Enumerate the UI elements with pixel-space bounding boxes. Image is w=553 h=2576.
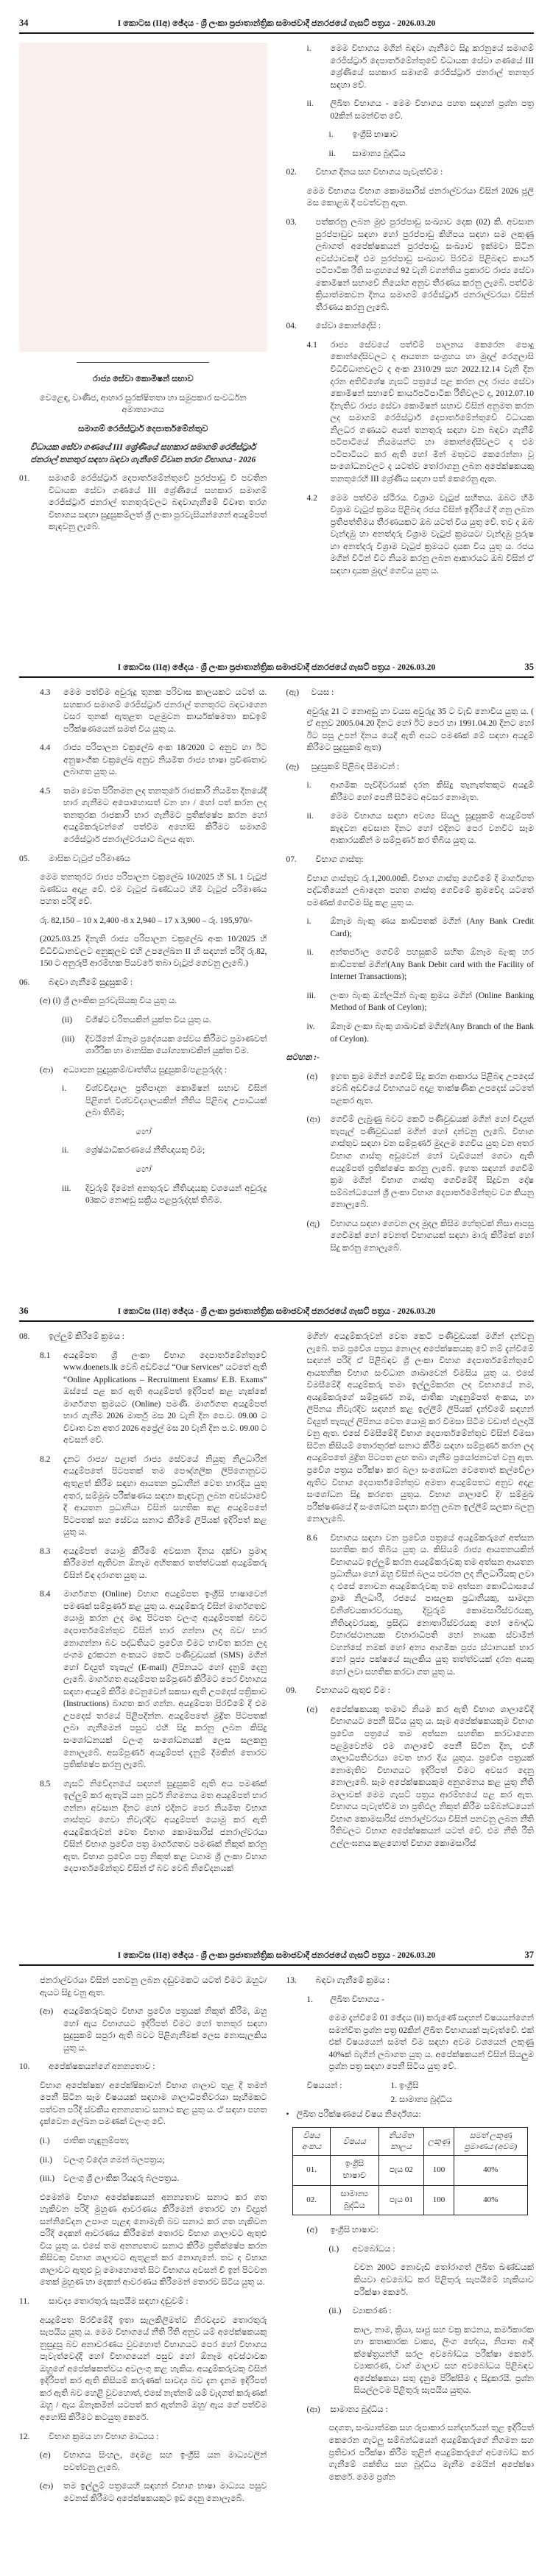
item-label: iii. — [306, 991, 316, 1000]
list-item — [286, 2243, 535, 2256]
item-text: විභාගය සිංහල, දෙමළ සහ ඉංග්‍රීසි යන මාධ්‍යවලින් පවත්වනු ලැබේ. — [63, 2451, 267, 2472]
item-text: ඕනෑම ලංකා බැංකු ශාඛාවක් මගින්(Any Branch of the Bank of Ceylon). — [330, 1022, 534, 1044]
exam-title-heading: විධායක සේවා ගණයේ III ශ්‍රේණියේ සහකාර සමාගම් රෙජිස්ට්‍රාර් ජනරාල් තනතුර සඳහා බඳවා ගැනීමේ විවෘත තරග විභාගය - 2026 — [30, 443, 256, 464]
list-item — [286, 779, 535, 804]
item-text: මෙම පත්වීම අවුරුදු තුනක පරිවාස කාලයකට යටත් ය. සහකාර සමාගම් රෙජිස්ට්‍රාර් ජනරාල් තනතුරට බඳවාගෙන වසර තුනක් ඇතුළත පළමුවන කාර්යක්ෂමතා කඩඉම් පරීක්ෂණයෙන් සමත් විය යුතු ය. — [63, 688, 267, 734]
list-item — [19, 785, 267, 846]
header-rule — [19, 32, 534, 34]
item-text: තම ඉල්ලුම් පත්‍රයෙහි සඳහන් විභාග භාෂා මාධ්‍යය පසුව වෙනස් කිරීමට අපේක්ෂකයකුට ඉඩ දෙනු නොලැබේ. — [63, 2482, 267, 2503]
gazette-page-37 — [0, 1932, 553, 2576]
bullet-item — [286, 2109, 535, 2121]
list-item — [19, 742, 267, 779]
item-label: i. — [328, 130, 334, 140]
paragraph: මගින්/ අයදුම්කරුවන් වෙත කෙටි පණිවුඩයක් මගින් දන්වනු ලැබේ. තම ප්‍රවේශ පත්‍රය නොලද අපේක්ෂකයකු වේ නම් දැන්වීමේ සඳහන් පරිදි ඒ පිළිබඳව ශ්‍රී ලංකා විභාග දෙපාර්තමේන්තුවේ ආයතනික විභාග සංවිධාන ශාඛාවෙන් විමසිය යුතු ය. එසේ විමසීමේදී අයදුම්කරු තමා ඉල්ලුම්කරන ලද විභාගයේ නම, අයදුම්කරුගේ සම්පූර්ණ නම, ජාතික හැඳුනුම්පත් අංකය, හා ලිපිනය නිවැරදිව සඳහන් කළ ඉල්ලීම් ලිපියක් දැන්වීමේ සඳහන් විද්‍යුත් තැපැල් ලිපිනය වෙත යොමු කර විමසා සිටීම වඩාත් ඵලදායි වනු ඇත. එසේ විමසීමේදී විභාග දෙපාර්තමේන්තුව විසින් විමසා සිටින කිසියම් තොරතුරක් සනාථ කිරීම සඳහා සම්පූර්ණ කරන ලද අයදුම්පතේ මුද්‍රිත පිටපත ළඟ තබා ගැනීම ප්‍රයෝජනවත් වනු ඇත. ප්‍රවේශ පත්‍රය පරීක්ෂා කර බලා සංශෝධන වෙතොත් කල්වේලා ඇතිව විභාග දෙපාර්තමේන්තුව අමතා අයදුම්පතට අනුව අදාළ සංශෝධන සිදු කරගත යුතුය. විභාග ශාලාවේ දි/ සම්මුඛ පරීක්ෂණයේ දී සංශෝධන සඳහා කරනු ලබන ඉල්ලීම් සලකා බලනු නොලැබේ. — [306, 1332, 534, 1524]
item-label: 8.1 — [40, 1351, 51, 1360]
section-heading: සමාගම් රෙජිස්ට්‍රාර් දෙපාර්තමේන්තුව — [78, 424, 208, 434]
table-cell: ඉංග්‍රීසි භාෂාව — [331, 2156, 378, 2186]
item-label: (ඈ) — [286, 762, 300, 771]
gazette-page-34 — [0, 0, 553, 644]
numbered-clause — [19, 473, 267, 534]
subject-item: 1. ඉංග්‍රීසි — [390, 2081, 419, 2090]
page-header-title: I කොටස (IIඅ) ඡේදය - ශ්‍රී ලංකා ප්‍රජාතාන්ත්‍රික සමාජවාදී ජනරජයේ ගැසට් පත්‍රය - 2026.03.20 — [117, 662, 436, 672]
item-text: සුදුසුකම් පිළිබඳ සීමාවන් : — [311, 762, 400, 771]
page-columns — [0, 43, 553, 584]
list-item — [19, 2480, 267, 2505]
list-item — [286, 1021, 535, 1045]
page-header-title: I කොටස (IIඅ) ඡේදය - ශ්‍රී ලංකා ප්‍රජාතාන්ත්‍රික සමාජවාදී ජනරජයේ ගැසට් පත්‍රය - 2026.03.20 — [117, 1950, 436, 1960]
item-label: 8.6 — [306, 1533, 317, 1543]
item-text: මෙම පත්වීම ස්ථීරය. විශ්‍රාම වැටුප් සහිතය. ඔබට හිමි විශ්‍රාම වැටුප් ක්‍රමය පිළිබඳ රජය විසින් ඉදිරියේ දී ගනු ලබන ප්‍රතිපත්තිමය තීරණයකට ඔබ යටත් විය යුතු වේ. තව ද ඔබ වැන්දඹු හා අනත්දරු විශ්‍රාම වැටුප් ක්‍රමයට/ වැන්දඹු පුරුෂ හා අනත්දරු විශ්‍රාම වැටුප් ක්‍රමයට දායක විය යුතු ය. රජය මගින් විටින් විට නියම කරනු ලබන ආකාරයට ඔබ විසින් ඒ සඳහා දායක මුදල් ගෙවිය යුතු ය. — [330, 493, 534, 576]
item-label: 4.2 — [306, 493, 317, 503]
column-left — [19, 687, 267, 1214]
item-label: i. — [306, 44, 311, 53]
list-item — [19, 2173, 267, 2185]
list-item — [19, 2135, 267, 2148]
item-text: මෙම විභාගය සඳහා අවශ්‍ය සියලු සුදුසුකම් අයදුම්පත් කැඳවන අවසාන දිනට හෝ එදිනට පෙර වනවිට සෑම ආකාරයකින් ම සම්පූර්ණ කර තිබිය යුතු ය. — [330, 812, 534, 846]
item-text: ඕනෑම බැංකු ණය කාඩ්පතක් මගින් (Any Bank Credit Card); — [330, 917, 534, 938]
item-label: (iii) — [62, 1034, 75, 1044]
paragraph: (2025.03.25 දිනැති රාජ්‍ය පරිපාලන චක්‍රලේඛ අංක 10/2025 හි විධිවිධානවලට අනුකූලව එහි උපලේඛන II හි සඳහන් පරිදි රු.82, 150 ට අනුරූපී ආරම්භක පියවරේ තබා වැටුප් ගෙවනු ලැබේ.) — [40, 935, 267, 969]
list-item — [19, 1033, 267, 1058]
table-row — [292, 2156, 527, 2186]
item-label: 03. — [286, 218, 297, 227]
list-item — [286, 2305, 535, 2318]
bullet-text: ලිඛිත පරීක්ෂණයේ විෂය නිර්දේශය: — [296, 2109, 421, 2119]
table-header-cell: විෂයය — [331, 2128, 378, 2156]
page-header — [0, 18, 553, 29]
item-label: 1. — [306, 1995, 314, 2004]
numbered-clause — [19, 853, 267, 866]
item-text: දැනට රාජ්‍ය/ පළාත් රාජ්‍ය සේවයේ නියුතු නිලධාරීන් අයදුම්පතේ පිටපතක් තම පෞද්ගලික ලිපිගොනුවට ඇතුළත් කිරීම සඳහා ආයතන ප්‍රධානීන් වෙත භාරදිය යුතු අතර, සම්මුඛ පරීක්ෂණය සඳහා කැඳවනු ලබන අවස්ථාවේ දී ආයතන ප්‍රධානියා විසින් සහතික කළ අයදුම්පතේ පිටපතක් සහ සේවය සනාථ කිරීමේ ලිපියක් ඉදිරිපත් කළ යුතු ය. — [63, 1454, 267, 1538]
item-text: ජාතික හැඳුනුම්පත; — [63, 2137, 130, 2146]
table-cell: 100 — [424, 2185, 454, 2215]
item-label: (අ) — [306, 2226, 318, 2235]
item-label: (ආ) — [40, 2007, 54, 2017]
item-label: ii. — [306, 99, 314, 109]
item-label: 12. — [19, 2432, 30, 2441]
list-item — [19, 2006, 267, 2054]
list-item — [19, 1014, 267, 1027]
item-text: සාමාන්‍ය බුද්ධිය : — [330, 2405, 388, 2414]
item-label: (ආ) — [306, 2405, 320, 2414]
item-text: රාජ්‍ය පරිපාලන චක්‍රලේඛ අංක 18/2020 ට අනුව හා ඊට අනුෂාංගික චක්‍රලේඛ අනුව නියමිත රාජ්‍ය භාෂා ප්‍රවීණතාව ලබාගත යුතු ය. — [63, 743, 267, 777]
paragraph: වචන 200ට නොවැඩි තෝරාගත් ලිඛිත ඛණ්ඩයක් කියවා අවබෝධ කර පිළිතුරු සැපයීමේ හැකියාව පරීක්ෂා කෙරේ. — [353, 2263, 534, 2297]
numbered-clause — [19, 1331, 267, 1343]
page-header-title: I කොටස (IIඅ) ඡේදය - ශ්‍රී ලංකා ප්‍රජාතාන්ත්‍රික සමාජවාදී ජනරජයේ ගැසට් පත්‍රය - 2026.03.20 — [117, 1306, 436, 1316]
item-label: (ඇ) — [306, 1219, 320, 1228]
item-label: (ඇ) — [286, 688, 300, 697]
numbered-clause — [286, 320, 535, 333]
numbered-clause — [286, 216, 535, 314]
item-text: රාජ්‍ය සේවයේ පත්වීම් පාලනය කෙරෙන පොදු කොන්දේසිවලට ද ආයතන සංග්‍රහය හා මුදල් රෙගුලාසි විධිවිධානවලට ද අංක 2310/29 සහ 2022.12.14 වැනි දින දරන අතිවිශේෂ ගැසට් පත්‍රයේ පළ කරන ලද රාජ්‍ය සේවා කොමිෂන් සභාවේ කාර්යපටිපාටික රීතිවලට ද, 2012.07.10 දිනැතිව රාජ්‍ය සේවා කොමිෂන් සභාව විසින් අනුමත කරන ලද සමාගම් රෙජිස්ට්‍රාර් දෙපාර්තමේන්තුවේ විධායක නිලධර ගණයට අයත් තනතුරු සඳහා වන බඳවා ගැනීම් පටිපාටියේ නියමයන්ට හා කොන්දේසිවලට ද එම පටිපාටියට කර ඇති හෝ මින් මතුවට කෙරෙන්නා වූ සංශෝධනවලට ද යටත්ව තෝරාගනු ලබන අපේක්ෂකයකු තනතුරෙහි III ශ්‍රේණිය සඳහා පත් කෙරෙනු ඇත. — [330, 340, 534, 484]
item-label: 09. — [286, 1686, 297, 1696]
column-right — [286, 1975, 535, 2490]
item-text: වලංගු ශ්‍රී ලාංකික රියදුරු බලපත්‍රය. — [63, 2174, 180, 2184]
paragraph: ජනරාල්වරයා විසින් පනවනු ලබන දඬුවමකට යටත් වීමට ඔහුට/ ඇයට සිදු වනු ඇත. — [40, 1976, 267, 1998]
table-cell: 01. — [292, 2156, 330, 2186]
item-label: ii. — [306, 812, 314, 821]
item-text: විභාග ගාස්තු: — [315, 855, 364, 865]
list-item — [19, 2449, 267, 2474]
item-text: දිවයිනේ ඕනෑම ප්‍රදේශයක සේවය කිරීමට ප්‍රමාණවත් ශාරීරික හා මානසික යෝග්‍යතාවකින් යුක්ත වීම. — [85, 1034, 267, 1056]
table-cell: සාමාන්‍ය බුද්ධිය — [331, 2185, 378, 2215]
list-item — [19, 1083, 267, 1119]
list-item — [286, 761, 535, 774]
list-item — [286, 1994, 535, 2006]
item-text: ලිඛිත විභාගය - — [330, 1995, 385, 2004]
table-header-cell: විෂය අංකය — [292, 2128, 330, 2156]
item-label: 4.5 — [40, 786, 51, 796]
subjects-list — [391, 2080, 453, 2109]
list-item — [286, 492, 535, 578]
list-item — [19, 1588, 267, 1771]
header-rule — [19, 1964, 534, 1966]
item-label: (ii.) — [328, 2307, 342, 2316]
item-label: 10. — [19, 2062, 30, 2072]
item-label: 04. — [286, 322, 297, 331]
list-item — [286, 148, 535, 160]
page-number: 37 — [524, 1950, 534, 1960]
list-item — [19, 1778, 267, 1875]
paragraph: මෙම තනතුරට රාජ්‍ය පරිපාලන චක්‍රලේඛ 10/2025 හි SL 1 වැටුප් ඛණ්ඩය අදාළ වේ. එම වැටුප් ඛණ්ඩයට හිමි වැටුප් පරිමාණය පහත පරිදි වේ. — [40, 873, 267, 907]
or-separator: හෝ — [135, 1164, 151, 1174]
note-heading: සටහන :- — [286, 1053, 320, 1063]
item-text: ලංකා බැංකු ඔන්ලයින් බැංකු ක්‍රමය මගින් (Online Banking Method of Bank of Ceylon); — [330, 991, 534, 1013]
item-text: ශ්‍රේෂ්ඨාධිකරණයේ නීතිඥයකු වීම; — [85, 1146, 205, 1156]
list-item — [286, 687, 535, 699]
item-text: විභාගය සඳහා වන ප්‍රවේශ පත්‍රයේ අයදුම්කරුගේ අත්සන සහතික කර තිබිය යුතු ය. කිසියම් රාජ්‍ය ආයතනයකින් විභාගයට ඉල්ලුම් කරන අයදුම්කරුවකු තම අත්සන ආයතන ප්‍රධානියා හෝ ඔහු විසින් බලය පවරන ලද නිලධාරියකු ලවා ද එසේ නොවන අයදුම්කරුවකු තම අත්සන කොට්ඨාසයේ ග්‍රාම නිලධාරී, රජයේ පාසලක ප්‍රධානියකු, සාමදාන විනිශ්චයකාරවරයකු, දිවුරුම් කොමසාරිස්වරයකු, නීතිඥවරයකු, ප්‍රසිද්ධ නොතාරිස්වරයකු හෝ බෞද්ධ විහාරස්ථානයක විහාරාධිපති හෝ නායක ස්වාමීන් වහන්සේ නමක් හෝ අන්‍ය ආගමික පූජ්‍ය ස්ථානයක් භාර හෝ පූජ්‍ය පක්ෂයේ සැලකිය යුතු තත්ත්වයක් දරන අයකු හෝ ලවා සහතික කරවා ගත යුතු ය. — [330, 1533, 534, 1677]
item-label: (අ) — [306, 1705, 318, 1714]
list-item — [286, 810, 535, 847]
page-number: 36 — [19, 1306, 29, 1316]
rule-line — [77, 362, 209, 363]
item-text: බඳවා ගැනීමේ සුදුසුකම් : — [49, 977, 133, 987]
gazette-page-36 — [0, 1288, 553, 1932]
item-text: මෙම විභාගය මගින් බඳවා ගැනීමට සිදු කරනුයේ සමාගම් රෙජිස්ට්‍රාර් දෙපාර්තමේන්තුවේ විධායක සේවා ගණයේ III ශ්‍රේණියේ සහකාර සමාගම් රෙජිස්ට්‍රාර් ජනරාල් තනතුර සඳහා වේ. — [330, 44, 534, 90]
page-number: 35 — [524, 662, 534, 672]
list-item — [286, 1704, 535, 1850]
numbered-clause — [19, 977, 267, 989]
item-label: 02. — [286, 168, 297, 177]
table-cell: 100 — [424, 2156, 454, 2186]
numbered-clause — [286, 1975, 535, 1987]
paragraph: මෙම දැන්වීමේ 01 ඡේදය (ii) කරුණේ සඳහන් විෂයයන්ගෙන් සමන්විත ප්‍රශ්න පත්‍ර 02කින් ලිඛිත විභාගයක් පැවැත්වේ. එක් එක් විෂයයෙන් සමත් වීම සඳහා අවම වශයෙන් ලකුණු 40%ක් බැගින් ලබාගත යුතු ය. අපේක්ෂකයන් විසින් සියලුම ප්‍රශ්න පත්‍ර සඳහා පෙනී සිටිය යුතු වේ. — [328, 2014, 534, 2072]
or-separator: හෝ — [135, 1127, 151, 1136]
paragraph: අයදුම්පත පිරවීමේදී ඉතා සැලකිලිමත්ව නිරවද්‍යව තොරතුරු සැපයිය යුතු ය. මෙම විභාගයේ නීති රීති අනුව යම් අපේක්ෂකයකු නුසුදුසු බව අනාවරණය වුවහොත් විභාගයට පෙර හෝ විභාගය පැවැත්වෙද්දී හෝ විභාගයෙන් පසුව හෝ ඕනෑම අවස්ථාවක ඔහුගේ අපේක්ෂකත්වය අවලංගු කළ හැකිය. අයදුම්කරුවකු විසින් ඉදිරිපත් කර ඇති කිසියම් කරුණක් සාවද්‍ය බව දැන දැනම ඉදිරිපත් කර ඇති බව හෙළි වුවහොත්, එසේ නැත්නම් යම් වැදගත් කරුණක් ඔහු / ඇය ඕනෑකමින් යටපත් කර ඇත්නම් ඔහු/ ඇය ගේ පත්වීම අහෝසි කිරීමට කටයුතු කෙරේ. — [40, 2315, 267, 2422]
item-label: iii. — [62, 1183, 71, 1193]
item-text: ගැසට් නිවේදනයේ සඳහන් සුදුසුකම් ඇති අය පමණක් ඉල්ලුම් කර ඇතැයි යන පූර්ව නිගමනය මත අයදුම්පත් භාර ගන්නා අවසාන දිනට හෝ එදිනට පෙර නියමිත විභාග ගාස්තුව ගෙවා නිවැරදිව අයදුම්පත් යොමු කර ඇති අයදුම්කරුවන් වෙත විභාග කොමසාරිස් ජනරාල්වරයා විසින් විභාග ප්‍රවේශ පත්‍ර මාර්ගගතව පමණක් නිකුත් කරනු ඇත. විභාග ප්‍රවේශ පත්‍ර නිකුත් කළ වහාම ශ්‍රී ලංකා විභාග දෙපාර්තමේන්තුව විසින් ඒ බව වෙබ් නිවේදනයක් — [63, 1779, 267, 1874]
subject-item: 2. සාමාන්‍ය බුද්ධිය — [390, 2095, 453, 2105]
item-text: අධ්‍යාපන සුදුසුකම්/වෘත්තීය සුදුසුකම්/පළපුරුද්ද : — [63, 1065, 228, 1075]
list-item — [286, 1114, 535, 1211]
list-item — [286, 990, 535, 1014]
list-item — [286, 946, 535, 983]
numbered-clause — [19, 2296, 267, 2308]
list-item — [19, 1144, 267, 1157]
page-header — [0, 1950, 553, 1961]
item-label: (ii.) — [40, 2155, 52, 2165]
item-label: 01. — [19, 474, 30, 484]
item-label: 11. — [19, 2297, 29, 2307]
item-label: 07. — [286, 855, 297, 865]
paragraph: කාල, නාම, ක්‍රියා, සෘජු සහ වක්‍ර කථනය, කර්මකාරක හා කතෘකාරක වාක්‍ය, ලිංග භේදය, නිපාත ආදී ක්ෂේත්‍රයන්හි සරල අවබෝධය පරීක්ෂා කෙරේ. ව්‍යාකරණ, වාග් මාලාව සහ අවබෝධය පිළිබඳව අපේක්ෂකයා සතු දැනුම පිරික්සීම ද සිදුකරයි. ප්‍රශ්න සියල්ලටම පිළිතුරු සැපයිය යුතුය. — [353, 2325, 534, 2396]
section-heading: රාජ්‍ය සේවා කොමිෂන් සභාව — [92, 375, 194, 383]
item-text: බඳවා ගැනීමේ ක්‍රමය : — [315, 1976, 390, 1985]
column-right — [286, 43, 535, 584]
item-text: වයස : — [311, 688, 334, 697]
item-label: i. — [306, 917, 311, 927]
table-cell: පැය 01 — [378, 2185, 424, 2215]
page-header-title: I කොටස (IIඅ) ඡේදය - ශ්‍රී ලංකා ප්‍රජාතාන්ත්‍රික සමාජවාදී ජනරජයේ ගැසට් පත්‍රය - 2026.03.20 — [117, 18, 436, 28]
item-label: i. — [62, 1084, 67, 1094]
list-item — [286, 43, 535, 91]
item-label: (අ) — [40, 2451, 51, 2460]
table-row — [292, 2185, 527, 2215]
table-cell: 02. — [292, 2185, 330, 2215]
table-cell: පැය 02 — [378, 2156, 424, 2186]
list-item — [19, 995, 267, 1008]
paragraph: පදගත, සංඛ්‍යාත්මක සහ රූපාකාර සන්දර්භයන් තුළ ඉදිරිපත් කෙරෙන ගැටලු සම්බන්ධයෙන් අයදුම්කරුගේ නිගමන සහ ප්‍රතිචාර පරීක්ෂා කිරීම තුළින් අයදුම්කරුගේ අවබෝධ කර ගැනීමේ ශක්තිය සහ බුද්ධිය මැනීම මෙයින් අපේක්ෂා කෙරේ. මෙම ප්‍රශ්න — [328, 2424, 534, 2482]
table-header-row — [292, 2128, 527, 2156]
item-label: ii. — [306, 948, 314, 958]
item-text: අන්තර්ජාල ගෙවීම් පහසුකම් සහිත ඕනෑම බැංකු හර කාඩ්පතක් මගින්(Any Bank Debit card with the Facility of Internet Transactions); — [330, 948, 534, 982]
table-cell: 40% — [454, 2185, 527, 2215]
header-rule — [19, 676, 534, 678]
item-text: සාමාන්‍ය බුද්ධිය — [352, 149, 406, 158]
item-text: ලිඛිත විභාගය - මෙම විභාගය පහත සඳහන් ප්‍රශ්න පත්‍ර 02කින් සමන්විත වේ. — [330, 99, 534, 121]
item-label: 4.4 — [40, 743, 51, 753]
item-text: විභාගයට ඇතුළු වීම : — [315, 1686, 390, 1696]
item-text: සේවා කොන්දේසි : — [315, 322, 381, 331]
item-text: සමාගම් රෙජිස්ට්‍රාර් දෙපාර්තමේන්තුවේ පුරප්පාඩු වී පවතින විධායක සේවා ගණයේ III ශ්‍රේණියේ සහකාර සමාගම් රෙජිස්ට්‍රාර් ජනරාල් තනතුරුවලට බඳවාගැනීමේ විවෘත තරග විභාගය සඳහා සුදුසුකම්ලත් ශ්‍රී ලංකා පුරවැසියන්ගෙන් අයදුම්පත් කැඳවනු ලැබේ. — [49, 474, 267, 532]
list-item — [19, 687, 267, 735]
paragraph: විභාග අපේක්ෂක/ අපේක්ෂිකාවන් විභාග ශාලාව තුළ දී තමන් පෙනී සිටින සෑම විෂයයක් සඳහාම ශාලාධිපතිවරයා සෑහීමකට පත්වන පරිදි ස්වකීය අනන්‍යතාව සනාථ කළ යුතු ය. ඒ සඳහා පහත දැක්වෙන ලේඛන පමණක් වලංගු වේ. — [40, 2081, 267, 2127]
item-label: 8.3 — [40, 1546, 51, 1556]
item-text: දිවුරුම් දීමෙන් අනතුරුව නීතිඥයකු වශයෙන් අවුරුදු 03කට නොඅඩු සක්‍රීය පළපුරුද්දක් තිබීම. — [85, 1183, 267, 1206]
item-label: 8.4 — [40, 1590, 51, 1599]
column-left — [19, 1975, 267, 2511]
item-text: ශ්‍රී ලාංකික පුරවැසියකු විය යුතු ය. — [63, 997, 177, 1006]
item-text: අපේක්ෂකයන්ගේ අනන්‍යතාව : — [49, 2062, 155, 2072]
item-label: 8.5 — [40, 1779, 51, 1788]
list-item — [19, 2154, 267, 2167]
list-item — [286, 98, 535, 122]
paragraph: විභාග ගාස්තුව රු.1,200.00කි. විභාග ගාස්තු ගෙවීමේ දී මාර්ගගත පද්ධතියෙන් ලබාදෙන පහත ගාස්තු ගෙවීමේ ක්‍රමවේද යටතේ පමණක් ගෙවීම සිදු කළ යුතු ය. — [306, 874, 534, 907]
paragraph: අවුරුදු 21 ට නොඅඩු හා වයස අවුරුදු 35 ට වැඩි නොවිය යුතු ය. ( ඒ අනුව 2005.04.20 දිනට හෝ ඊට පෙර හා 1991.04.20 දිනට හෝ ඊට පසු උපන් දිනය යෙදී ඇති අයට පමණක් මේ සඳහා අයදුම් කිරීමට සුදුසුකම් ඇත) — [306, 707, 534, 753]
item-label: ii. — [62, 1146, 69, 1156]
bullet-icon: • — [286, 2109, 289, 2119]
section-subheading: වෙළෙඳ, වාණිජ, ආහාර සුරක්ෂිතතා හා සමුපකාර සංවර්ධන අමාත්‍යාංශය — [39, 393, 247, 415]
item-text: අපේක්ෂකයකු තමාට නියම කර ඇති විභාග ශාලාවේදී විභාගයට පෙනී සිටිය යුතු ය. සෑම අපේක්ෂකයකුම විභාග ප්‍රවේශ පත්‍රයේ තම අත්සන සහතික කරවාගෙන පළමුවෙන්ම එම ශාලාවේ පෙනී සිටින දින, එහි ශාලාධිපතිවරයා වෙත භාර දිය යුතුය. ප්‍රවේශ පත්‍රයක් නොමැතිව විභාගයට ඉදිරිපත් වීමට අවසර දෙනු නොලැබේ. සෑම අපේක්ෂකයකුම අනුගමනය කළ යුතු නීති මාලාවක් මෙම ගැසට් පත්‍රය ආරම්භයේ පළ කර ඇත. විභාගය පැවැත්වීම හා ප්‍රතිඵල නිකුත් කිරීම සම්බන්ධයෙන් විභාග කොමසාරිස් ජනරාල්වරයා විසින් පනවනු ලබන නීති රීතිවලට විභාග අපේක්ෂකයන් යටත් වේ. එම නීති රීති උල්ලංඝනය කළහොත් විභාග කොමසාරිස් — [330, 1705, 534, 1848]
item-label: 13. — [286, 1976, 297, 1985]
list-item — [19, 1064, 267, 1077]
item-label: 08. — [19, 1332, 30, 1341]
page-header — [0, 662, 553, 673]
item-text: අයදුම්කරුවකුට විභාග ප්‍රවේශ පත්‍රයක් නිකුත් කිරීම, ඔහු හෝ ඇය විභාගයට ඉදිරිපත් වීමට හෝ තනතුර සඳහා සුදුසුකම් සපුරා ඇති බවට පිළිගැනීමක් ලෙස නොසැලකිය යුතු ය. — [63, 2007, 267, 2053]
item-text: විභාග ක්‍රමය හා විභාග මාධ්‍යය : — [49, 2432, 159, 2441]
table-header-cell: ලකුණු — [424, 2128, 454, 2156]
item-label: 4.1 — [306, 340, 317, 350]
list-item — [286, 916, 535, 940]
list-item — [19, 1350, 267, 1447]
numbered-clause — [286, 1685, 535, 1697]
syllabus-table — [292, 2127, 528, 2215]
item-label: (ආ) — [306, 1115, 320, 1125]
item-label: (iii.) — [40, 2174, 55, 2184]
list-item — [286, 1071, 535, 1108]
list-item — [286, 339, 535, 486]
column-right — [286, 1331, 535, 1856]
item-text: වලංගු විදේශ ගමන් බලපත්‍රය; — [63, 2155, 165, 2165]
list-item — [286, 129, 535, 141]
numbered-clause — [19, 2431, 267, 2444]
list-item — [19, 1183, 267, 1207]
item-label: (අ) (i) — [40, 997, 61, 1006]
paragraph: එමෙන්ම විභාග අපේක්ෂකයන් අනන්‍යතාව සනාථ කර ගත හැකිවන පරිදි මුහුණ ආවරණය කිරීමෙන් තොරව හා විද්‍යුත් සන්නිවේදන උපාංග පැළඳ නොමැති බව සනාථ කර ගත හැකිවන පරිදි දෙකන් ආවරණය කිරීමෙන් තොරව විභාග ශාලාවට ඇතුළු විය යුතු ය. එසේ තම අනන්‍යතාව සනාථ කිරීම ප්‍රතික්ෂේප කරන කිසිවකු විභාග ශාලාවට ඇතුළත් කර නොගැනේ. තව ද විභාග ශාලාවට ඇතුළු වූ මොහොතේ සිට විභාගය අවසන් වී ඉන් පිටවන තෙක් මුහුණ හා දෙකන් ආවරණය කිරීමෙන් තොරව සිටිය යුතු ය. — [40, 2193, 267, 2287]
numbered-clause — [286, 166, 535, 179]
list-item — [286, 2404, 535, 2416]
item-text: තමා වෙත පිරිනමන ලද තනතුරේ රාජකාරි නියමිත දිනයේදී භාර ගැනීමට අපොහොසත් වන හා / හෝ පත් කරන ලද තනතුරක රාජකාරි භාර ගැනීමට ප්‍රතික්ෂේප කරන හෝ අයදුම්කරුවන්ගේ පත්වීම අහෝසි කිරීමට සමාගම් රෙජිස්ට්‍රාර් ජනරාල්වරයාට බලය ඇත. — [63, 786, 267, 845]
item-text: විභාග දිනය සහ විභාගය පැවැත්වීම : — [315, 168, 443, 177]
item-text: ඉහත ක්‍රම මගින් ගෙවීම් සිදු කරන ආකාරය පිළිබඳ උපදෙස් වෙබ් අඩවියේ විභාගයට අදාළ තාක්ෂණික උපදෙස් යටතේ පළකර ඇත. — [330, 1072, 534, 1105]
list-item — [286, 2224, 535, 2237]
item-label: (ii) — [62, 1016, 73, 1025]
item-label: (ආ) — [40, 2482, 54, 2491]
page-columns — [0, 1975, 553, 2511]
item-text: විශ්වවිද්‍යාල ප්‍රතිපාදන කොමිෂන් සභාව විසින් පිළිගත් විශ්වවිද්‍යාලයකින් නීතිය පිළිබඳ උපාධියක් ලබා තිබීම; — [85, 1084, 267, 1118]
item-label: (i.) — [40, 2137, 50, 2146]
paragraph: රු. 82,150 – 10 x 2,400 -8 x 2,940 – 17 x 3,900 – රු. 195,970/- — [40, 916, 253, 925]
item-text: අයදුම්පත ශ්‍රී ලංකා විභාග දෙපාර්තමේන්තුවේ www.doenets.lk වෙබ් අඩවියේ “Our Services” යටතේ ඇති “Online Applications – Recruitment Exams/ E.B. Exams” ඔස්සේ පළ කර ඇති අයදුම්පත් ඉදිරිපත් කළ හැක්කේ මාර්ගගත ක්‍රමයට (Online) පමණි. මාර්ගගත අයදුම්පත් භාර ගැනීම 2026 මාර්තු මස 20 වැනි දින පෙ.ව. 09.00 ට විවෘත වන අතර 2026 අප්‍රේල් මස 20 වැනි දින ප.ව. 09.00 ට අවසන් වේ. — [63, 1351, 267, 1446]
item-label: (අ) — [306, 1072, 318, 1081]
column-left — [19, 43, 267, 540]
paragraph: මෙම විභාගය විභාග කොමසාරිස් ජනරාල්වරයා විසින් 2026 ජූලි මස කොළඹ දී පවත්වනු ඇත. — [306, 186, 534, 208]
item-text: ව්‍යාකරණ : — [352, 2307, 392, 2316]
item-text: විභාගය සඳහා ගෙවන ලද මුදල කිසිම හේතුවක් නිසා ආපසු ගෙවීමක් හෝ වෙනත් විභාගයක් සඳහා මාරු කිරීමක් හෝ සිදු කරනු නොලැබේ. — [330, 1219, 534, 1253]
item-text: ඉල්ලුම් කිරීමේ ක්‍රමය : — [49, 1332, 125, 1341]
item-label: 4.3 — [40, 688, 51, 697]
item-text: ඉංග්‍රීසි භාෂාව: — [330, 2226, 378, 2235]
item-label: 05. — [19, 854, 30, 863]
subjects-label: විෂයයන් : — [306, 2081, 342, 2090]
list-item — [19, 1454, 267, 1539]
item-text: ආගමික පැවිදිවරයක් දරන කිසිදු තැනැත්තකුට අයදුම් කිරීමට හෝ පෙනී සිටීමට අවසර නොමැත. — [330, 781, 534, 802]
table-cell: 40% — [454, 2156, 527, 2186]
column-right — [286, 687, 535, 1261]
page-columns — [0, 687, 553, 1261]
item-label: ii. — [328, 149, 336, 158]
column-left — [19, 1331, 267, 1882]
header-rule — [19, 1320, 534, 1322]
item-label: (i.) — [328, 2244, 339, 2254]
item-text: මාර්ගගත (Online) විභාග අයදුම්පත ඉංග්‍රීසි භාෂාවෙන් පමණක් සම්පූර්ණ කළ යුතු ය. අයදුම්කරු විසින් මාර්ගගතව යොමු කරන ලද මෘදු පිටපත වලංගු අයදුම්පතක් බවට දෙපාර්තමේන්තුව විසින් භාර ගන්නා ලද බව/ භාර නොගන්නා බව පද්ධතියට ප්‍රවේශ වීමට භාවිත කරන ලද ජංගම දුරකථන අංකයට කෙටි පණිවුඩයක් (SMS) මගින් හෝ විද්‍යුත් තැපැල් (E-mail) ලිපිනයට හෝ දැනුම් දෙනු ලැබේ. මාර්ගගත අයදුම්පත සම්පූර්ණ කිරීමට පෙර විභාගය සඳහා අයදුම් කිරීම වෙනුවෙන් සකසා ඇති උපදෙස් පත්‍රිකාව (Instructions) බාගත කර ගන්න. අයදුම්පත පිරවීමේ දී එම උපදෙස් තරයේ පිළිපදින්න. අයදුම්පතේ මුද්‍රිත පිටපතක් ලබා ගැනීමෙන් පසුව එහි සිදු කරනු ලබන කිසිදු සංශෝධනයක් වලංගු සංශෝධනයක් ලෙස සලකනු නොලැබේ. අසම්පූර්ණ අයදුම්පත් දැනුම් දීමකින් තොරව ප්‍රතික්ෂේප කරනු ලැබේ. — [63, 1590, 267, 1770]
numbered-clause — [19, 2061, 267, 2073]
page-number: 34 — [19, 18, 29, 28]
item-text: ගෙවීම් ලැබුණු බවට කෙටි පණිවුඩයක් මගින් හෝ විද්‍යුත් තැපැල් පණිවුඩයක් මගින් හෝ දන්වනු ලැබේ. විභාග ගාස්තුව සඳහා වන සම්පූර්ණ මුදලම ගෙවිය යුතු වන අතර විභාග ගාස්තු අඩුවෙන් හෝ වැඩියෙන් ගෙවා ඇති අයදුම්පත් ප්‍රතික්ෂේප කරනු ලැබේ. ඉහත සඳහන් ගෙවීම් ක්‍රම මගින් විභාග ගාස්තු ගෙවීමේදී සිදුවන දෝෂ සම්බන්ධයෙන් ශ්‍රී ලංකා විභාග දෙපාර්තමේන්තුව වග කියනු නොලැබේ. — [330, 1115, 534, 1210]
item-label: iv. — [306, 1022, 315, 1032]
table-header-cell: සමත් ලකුණු ප්‍රමාණය (අවම) — [454, 2128, 527, 2156]
scanned-blank-area — [19, 43, 267, 352]
list-item — [286, 1532, 535, 1679]
page-columns — [0, 1331, 553, 1882]
item-label: (ආ) — [40, 1065, 54, 1075]
item-text: විශිෂ්ට චරිතයකින් යුක්ත විය යුතු ය. — [85, 1016, 211, 1025]
list-item — [19, 1546, 267, 1582]
page-header — [0, 1306, 553, 1317]
list-item — [286, 1218, 535, 1255]
item-text: පත්කරනු ලබන මුළු පුරප්පාඩු සංඛ්‍යාව දෙක (02) කි. අවසාන පුරප්පාඩුව සඳහා හෝ පුරප්පාඩු කිහිපය සඳහා සම ලකුණු ලබාගත් අපේක්ෂකයන් පුරප්පාඩු සංඛ්‍යාව ඉක්මවා සිටින අවස්ථාවකදී එම පුරප්පාඩු සංඛ්‍යාව පිරවීම පිළිබඳව කාර්ය පටිපාටික රීති සංග්‍රහයේ 92 වැනි වගන්තිය ප්‍රකාරව රාජ්‍ය සේවා කොමිෂන් සභාවේ නියෝග අනුව තීරණය කරනු ලැබේ. පත්වීම ක්‍රියාත්මකවන දිනය සමාගම් රෙජිස්ට්‍රාර් ජනරාල්වරයා විසින් තීරණය කරනු ලැබේ. — [315, 218, 534, 312]
item-label: i. — [306, 781, 311, 790]
gazette-page-35 — [0, 644, 553, 1288]
numbered-clause — [286, 854, 535, 866]
item-text: අවබෝධය : — [352, 2244, 395, 2254]
item-text: අයදුම්පත් යොමු කිරීමේ අවසාන දිනය දක්වා ප්‍රමාද කිරීමෙන් ඇතිවන ඕනෑම අහිතකර තත්ත්වයක් අයදුම්කරු විසින් විඳ දරාගත යුතු ය. — [63, 1546, 267, 1580]
table-header-cell: නියමිත කාලය — [378, 2128, 424, 2156]
item-text: ඉංග්‍රීසි භාෂාව — [352, 130, 398, 140]
item-label: 06. — [19, 977, 30, 987]
item-label: 8.2 — [40, 1454, 51, 1464]
item-text: මාසික වැටුප් පරිමාණය — [49, 854, 130, 863]
subjects-line — [286, 2080, 535, 2109]
separator-rule — [19, 362, 267, 363]
item-text: සාවද්‍ය තොරතුරු සැපයීම සඳහා දඬුවම් : — [49, 2297, 189, 2307]
